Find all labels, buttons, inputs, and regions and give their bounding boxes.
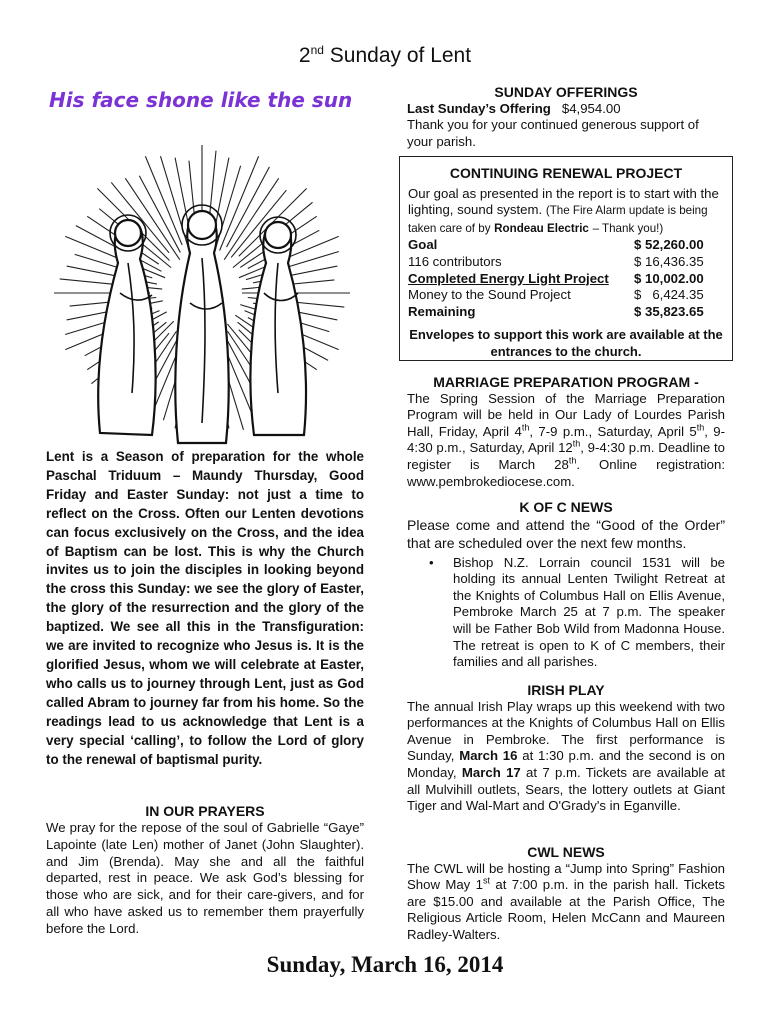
irish-body	[407, 699, 725, 815]
renewal-heading: CONTINUING RENEWAL PROJECT	[449, 165, 683, 181]
row-label: Money to the Sound Project	[408, 287, 571, 303]
renewal-row-remaining	[408, 304, 724, 321]
renewal-project-box	[399, 156, 733, 361]
row-amount: $ 35,823.65	[634, 303, 704, 319]
ordinal: st	[482, 875, 490, 886]
kofc-heading: K OF C NEWS	[519, 499, 613, 515]
title-text: Sunday of Lent	[323, 44, 472, 67]
ordinal: th	[521, 422, 530, 433]
irish-text: at 7 p.m. Tickets are available at all Mulvihill outlets, Sears, the lottery outlets at Giant Tiger and Wal-Mart and O'Grady's in Eganville.	[407, 764, 725, 814]
renewal-note-company: Rondeau Electric	[494, 221, 589, 235]
title-number: 2	[298, 44, 311, 67]
marriage-text: , 9-4:30 p.m., Saturday, April 12	[407, 423, 725, 456]
list-item	[407, 555, 725, 671]
row-label: Goal	[408, 237, 438, 253]
title-ordinal: nd	[310, 43, 324, 57]
renewal-row-goal	[408, 237, 724, 254]
kofc-list	[407, 555, 725, 671]
row-amount: $ 16,436.35	[634, 253, 704, 269]
marriage-text: , 9-4:30 p.m. Deadline to register is March 28	[407, 440, 725, 472]
irish-date: March 17	[461, 764, 521, 780]
ordinal: th	[572, 438, 581, 449]
lent-reflection: Lent is a Season of preparation for the whole Paschal Triduum – Maundy Thursday, Good Friday and Easter Sunday: not just a time to reflect on the Cross. Often our Lenten devotions can focus exclusively on the Cross, and the idea of Baptism can be lost. This is why the Church invites us to join the disciples in looking beyond the cross this Sunday: we see the glory of Easter, the glory of the resurrection and the glory of the baptized. We see all this in the Transfiguration: we are invited to recognize who Jesus is. It is the glorified Jesus, whom we will celebrate at Easter, who calls us to journey through Lent, just as God called Abram to journey far from his home. So the readings lead to us acknowledge that Lent is a very special ‘calling’, to follow the Lord of glory to the renewal of baptismal purity.	[46, 449, 364, 767]
row-label: 116 contributors	[408, 253, 502, 269]
page-title	[0, 44, 770, 68]
marriage-text: . Online registration: www.pembrokediocese.com.	[407, 456, 726, 489]
cwl-section	[407, 844, 725, 944]
bullet-icon: •	[429, 554, 434, 570]
bulletin-date: Sunday, March 16, 2014	[266, 952, 504, 977]
irish-text: The annual Irish Play wraps up this weekend with two performances at the Knights of Columbus Hall on Ellis Avenue in Pembroke. The first performance is Sunday,	[407, 698, 725, 764]
marriage-prep-section	[407, 374, 725, 490]
offerings-label: Last Sunday’s Offering	[407, 100, 551, 116]
cwl-body	[407, 861, 725, 944]
offerings-line	[407, 101, 725, 118]
row-label: Remaining	[408, 303, 476, 319]
cwl-text: at 7:00 p.m. in the parish hall. Tickets are $15.00 and available at the Parish Office, The Religious Article Room, Helen McCann and Maureen Radley-Walters.	[407, 877, 725, 942]
row-amount: $ 10,002.00	[634, 270, 704, 286]
prayers-body: We pray for the repose of the soul of Gabrielle “Gaye” Lapointe (late Len) mother of Janet (John Slaughter). and Jim (Brenda). May she and all the faithful departed, rest in peace. We ask God’s blessing for those who are sick, and for their care-givers, and for all who have asked us to remember them prayerfully before the Lord.	[46, 820, 364, 936]
ordinal: th	[568, 455, 577, 466]
renewal-note-thanks: – Thank you!)	[592, 221, 664, 235]
renewal-intro-text: Our goal as presented in the report is to start with the lighting, sound system.	[408, 185, 719, 218]
envelopes-note: Envelopes to support this work are available at the entrances to the church.	[409, 327, 723, 359]
kofc-bullet-text: Bishop N.Z. Lorrain council 1531 will be holding its annual Lenten Twilight Retreat at the Knights of Columbus Hall on Ellis Avenue, Pembroke March 25 at 7 p.m. The speaker will be Father Bob Wild from Madonna House. The retreat is open to K of C members, their families and all parishes.	[453, 554, 725, 670]
tagline: His face shone like the sun	[49, 88, 353, 112]
irish-heading: IRISH PLAY	[527, 682, 605, 698]
row-label: Completed Energy Light Project	[408, 270, 609, 286]
irish-text: at 1:30 p.m. and the second is on Monday,	[407, 748, 725, 780]
light-ray	[145, 156, 182, 245]
irish-play-section	[407, 682, 725, 815]
renewal-intro	[408, 186, 724, 238]
irish-date: March 16	[459, 748, 518, 764]
renewal-note: (The Fire Alarm update is being taken care of by	[408, 204, 708, 235]
renewal-row-sound	[408, 287, 724, 304]
kofc-section	[407, 499, 725, 671]
kofc-intro: Please come and attend the “Good of the Order” that are scheduled over the next few months.	[407, 516, 725, 551]
row-amount: $ 52,260.00	[634, 237, 704, 253]
sunday-offerings-section	[407, 84, 725, 150]
prayers-heading: IN OUR PRAYERS	[145, 803, 265, 819]
offerings-amount: $4,954.00	[561, 100, 621, 116]
marriage-text: , 7-9 p.m., Saturday, April 5	[529, 423, 697, 439]
offerings-heading: SUNDAY OFFERINGS	[494, 84, 638, 100]
ordinal: th	[696, 422, 705, 433]
light-ray	[160, 156, 190, 255]
renewal-row-energy	[408, 271, 724, 288]
cwl-heading: CWL NEWS	[527, 844, 605, 860]
marriage-text: The Spring Session of the Marriage Preparation Program will be held in Our Lady of Lourdes Parish Hall, Friday, April 4	[407, 390, 725, 439]
light-ray	[227, 167, 270, 247]
marriage-heading: MARRIAGE PREPARATION PROGRAM -	[433, 374, 699, 390]
row-amount: $ 6,424.35	[634, 287, 704, 303]
renewal-row-contributors	[408, 254, 724, 271]
cwl-text: The CWL will be hosting a “Jump into Spring” Fashion Show May 1	[407, 860, 725, 893]
marriage-body	[407, 391, 725, 491]
offerings-thanks: Thank you for your continued generous support of your parish.	[407, 117, 699, 149]
transfiguration-illustration	[42, 143, 362, 445]
